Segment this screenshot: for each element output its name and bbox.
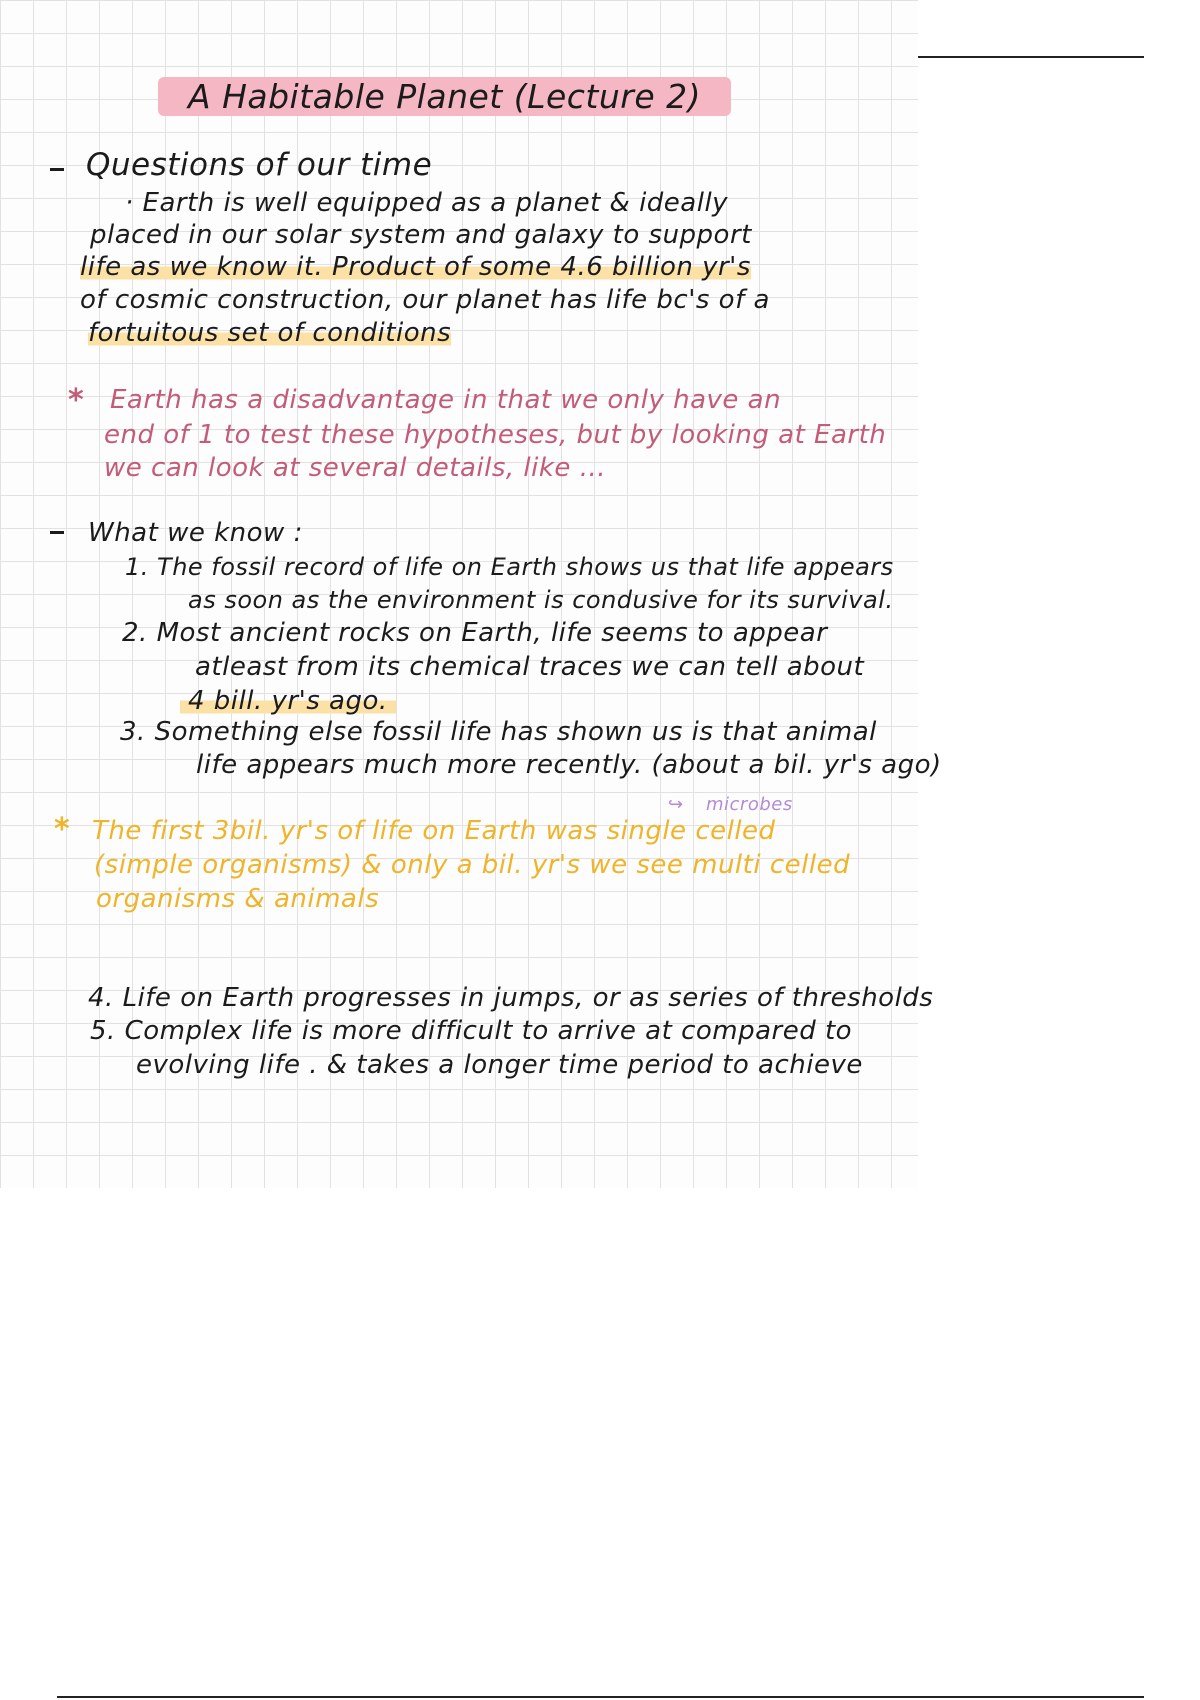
text-line: fortuitous set of conditions — [88, 318, 452, 348]
note-line: end of 1 to test these hypotheses, but by looking at Earth — [104, 420, 887, 450]
note-line: The first 3bil. yr's of life on Earth was single celled — [92, 816, 776, 846]
list-item: as soon as the environment is condusive for its survival. — [188, 586, 894, 614]
note-line: we can look at several details, like ... — [104, 453, 606, 483]
asterisk-icon: * — [54, 812, 70, 847]
text-line: of cosmic construction, our planet has life bc's of a — [80, 285, 770, 315]
list-item: 1. The fossil record of life on Earth shows us that life appears — [125, 553, 894, 581]
list-item: atleast from its chemical traces we can tell about — [195, 652, 865, 682]
top-rule — [918, 56, 1144, 58]
note-line: Earth has a disadvantage in that we only have an — [110, 385, 782, 415]
list-item: 4 bill. yr's ago. — [180, 686, 396, 716]
note-line: organisms & animals — [96, 884, 380, 914]
bullet-dash — [50, 531, 64, 534]
annotation-arrow-icon: ↪ — [668, 794, 684, 815]
asterisk-icon: * — [68, 383, 84, 418]
list-item: 3. Something else fossil life has shown us is that animal — [120, 717, 877, 747]
bottom-rule — [57, 1696, 1144, 1698]
section-heading: Questions of our time — [86, 147, 433, 183]
text-line: placed in our solar system and galaxy to support — [90, 220, 752, 250]
page-title-text: A Habitable Planet (Lecture 2) — [158, 77, 731, 116]
list-item: evolving life . & takes a longer time period to achieve — [136, 1050, 863, 1080]
text-line: · Earth is well equipped as a planet & ideally — [125, 188, 729, 218]
note-line: (simple organisms) & only a bil. yr's we see multi celled — [94, 850, 851, 880]
list-item: 4. Life on Earth progresses in jumps, or as series of thresholds — [88, 983, 934, 1013]
list-item: life appears much more recently. (about a bil. yr's ago) — [196, 750, 942, 780]
section-heading: What we know : — [88, 518, 303, 548]
page-title — [158, 77, 731, 116]
text-line: life as we know it. Product of some 4.6 billion yr's — [80, 252, 751, 282]
list-item: 5. Complex life is more difficult to arrive at compared to — [90, 1016, 853, 1046]
list-item: 2. Most ancient rocks on Earth, life seems to appear — [122, 618, 828, 648]
annotation-label: microbes — [706, 794, 793, 815]
bullet-dash — [50, 168, 64, 171]
